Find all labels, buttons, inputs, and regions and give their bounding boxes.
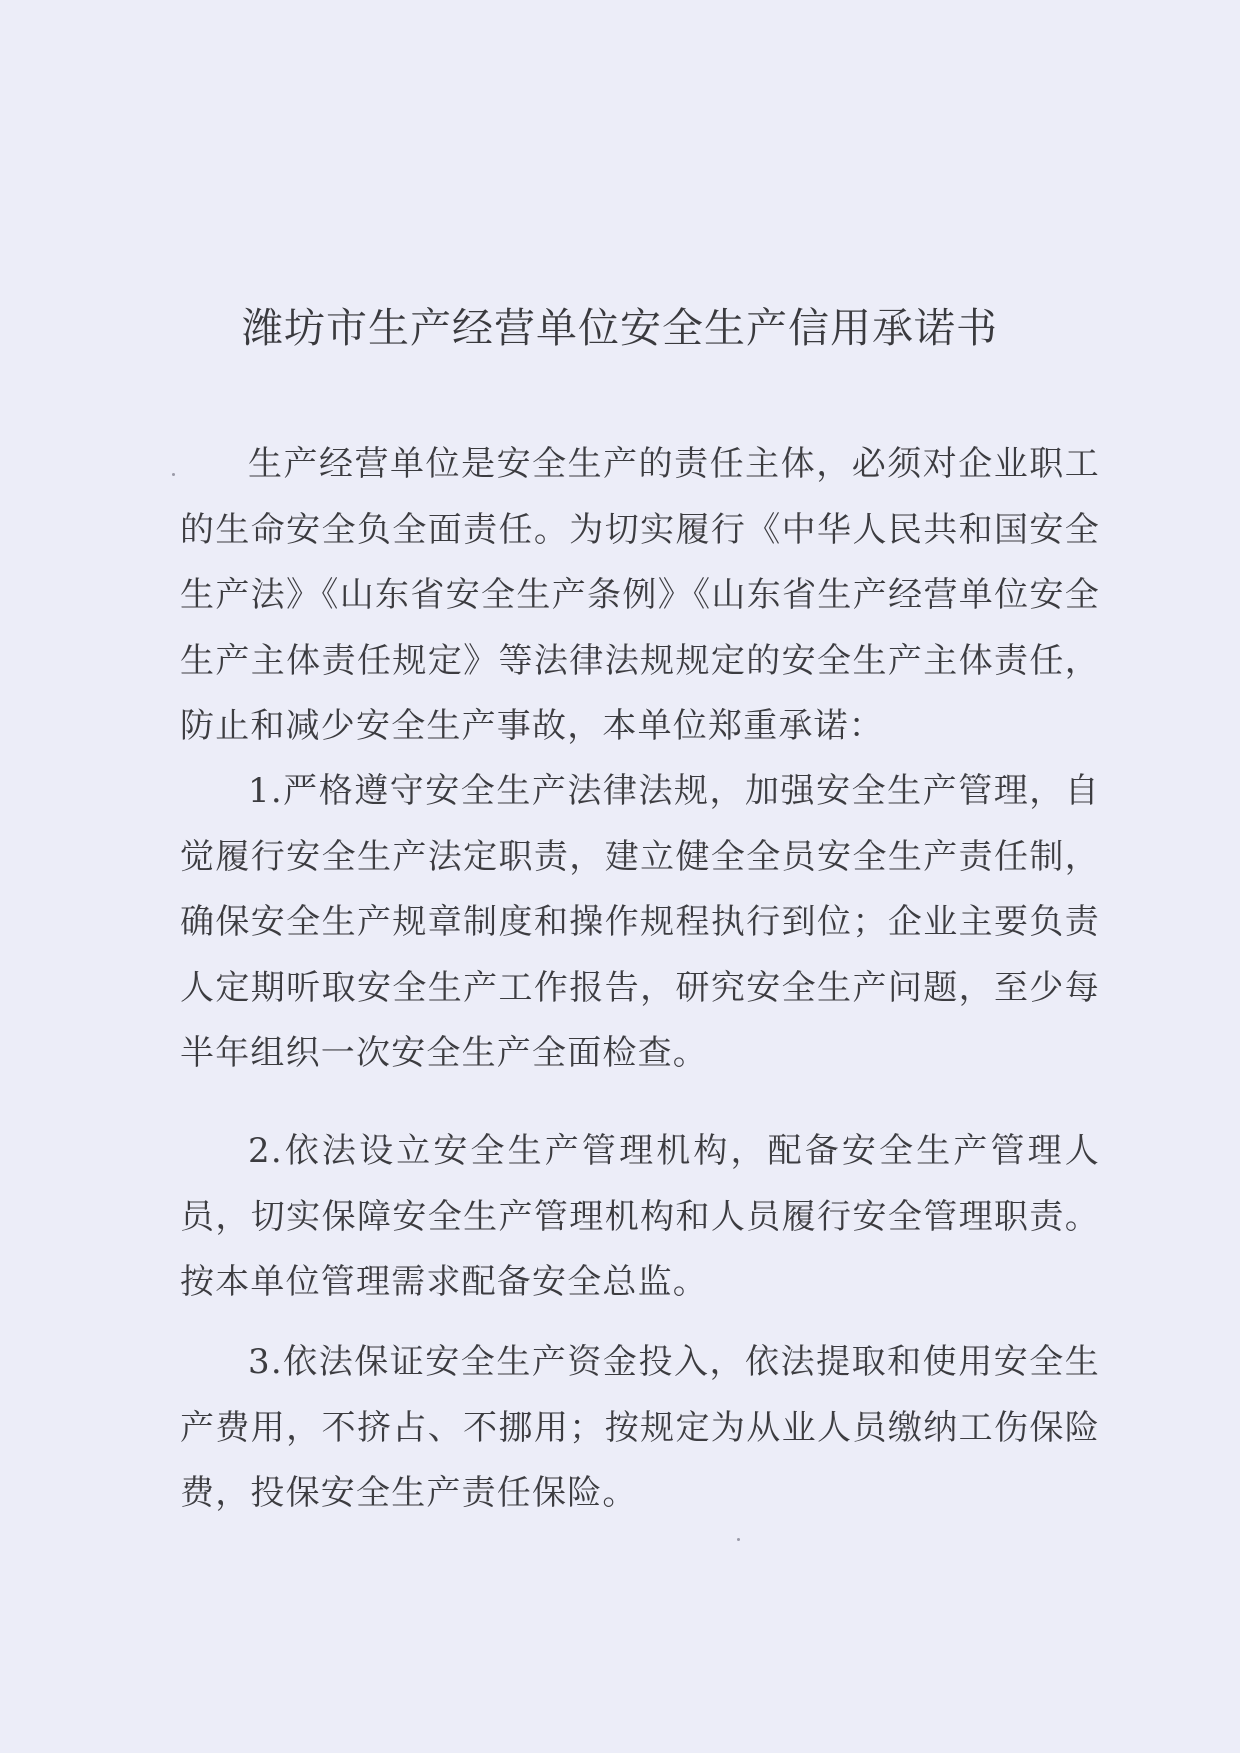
commitment-item-2: 2.依法设立安全生产管理机构，配备安全生产管理人员，切实保障安全生产管理机构和人员履行安全管理职责。按本单位管理需求配备安全总监。	[180, 1131, 1100, 1302]
document-title: 潍坊市生产经营单位安全生产信用承诺书	[242, 304, 998, 352]
intro-paragraph-block	[180, 432, 1100, 760]
commitment-item-3: 3.依法保证安全生产资金投入，依法提取和使用安全生产费用，不挤占、不挪用；按规定为从业人员缴纳工伤保险费，投保安全生产责任保险。	[180, 1342, 1100, 1513]
commitment-item-3-block	[180, 1330, 1100, 1527]
intro-paragraph: 生产经营单位是安全生产的责任主体，必须对企业职工的生命安全负全面责任。为切实履行《中华人民共和国安全生产法》《山东省安全生产条例》《山东省生产经营单位安全生产主体责任规定》等法律法规规定的安全生产主体责任，防止和减少安全生产事故，本单位郑重承诺：	[180, 444, 1100, 746]
commitment-item-2-block	[180, 1119, 1100, 1316]
commitment-item-1: 1.严格遵守安全生产法律法规，加强安全生产管理，自觉履行安全生产法定职责，建立健全全员安全生产责任制，确保安全生产规章制度和操作规程执行到位；企业主要负责人定期听取安全生产工作报告，研究安全生产问题，至少每半年组织一次安全生产全面检查。	[180, 771, 1100, 1073]
scan-speck	[172, 473, 175, 476]
commitment-item-1-block	[180, 759, 1100, 1087]
scan-speck	[737, 1538, 740, 1541]
